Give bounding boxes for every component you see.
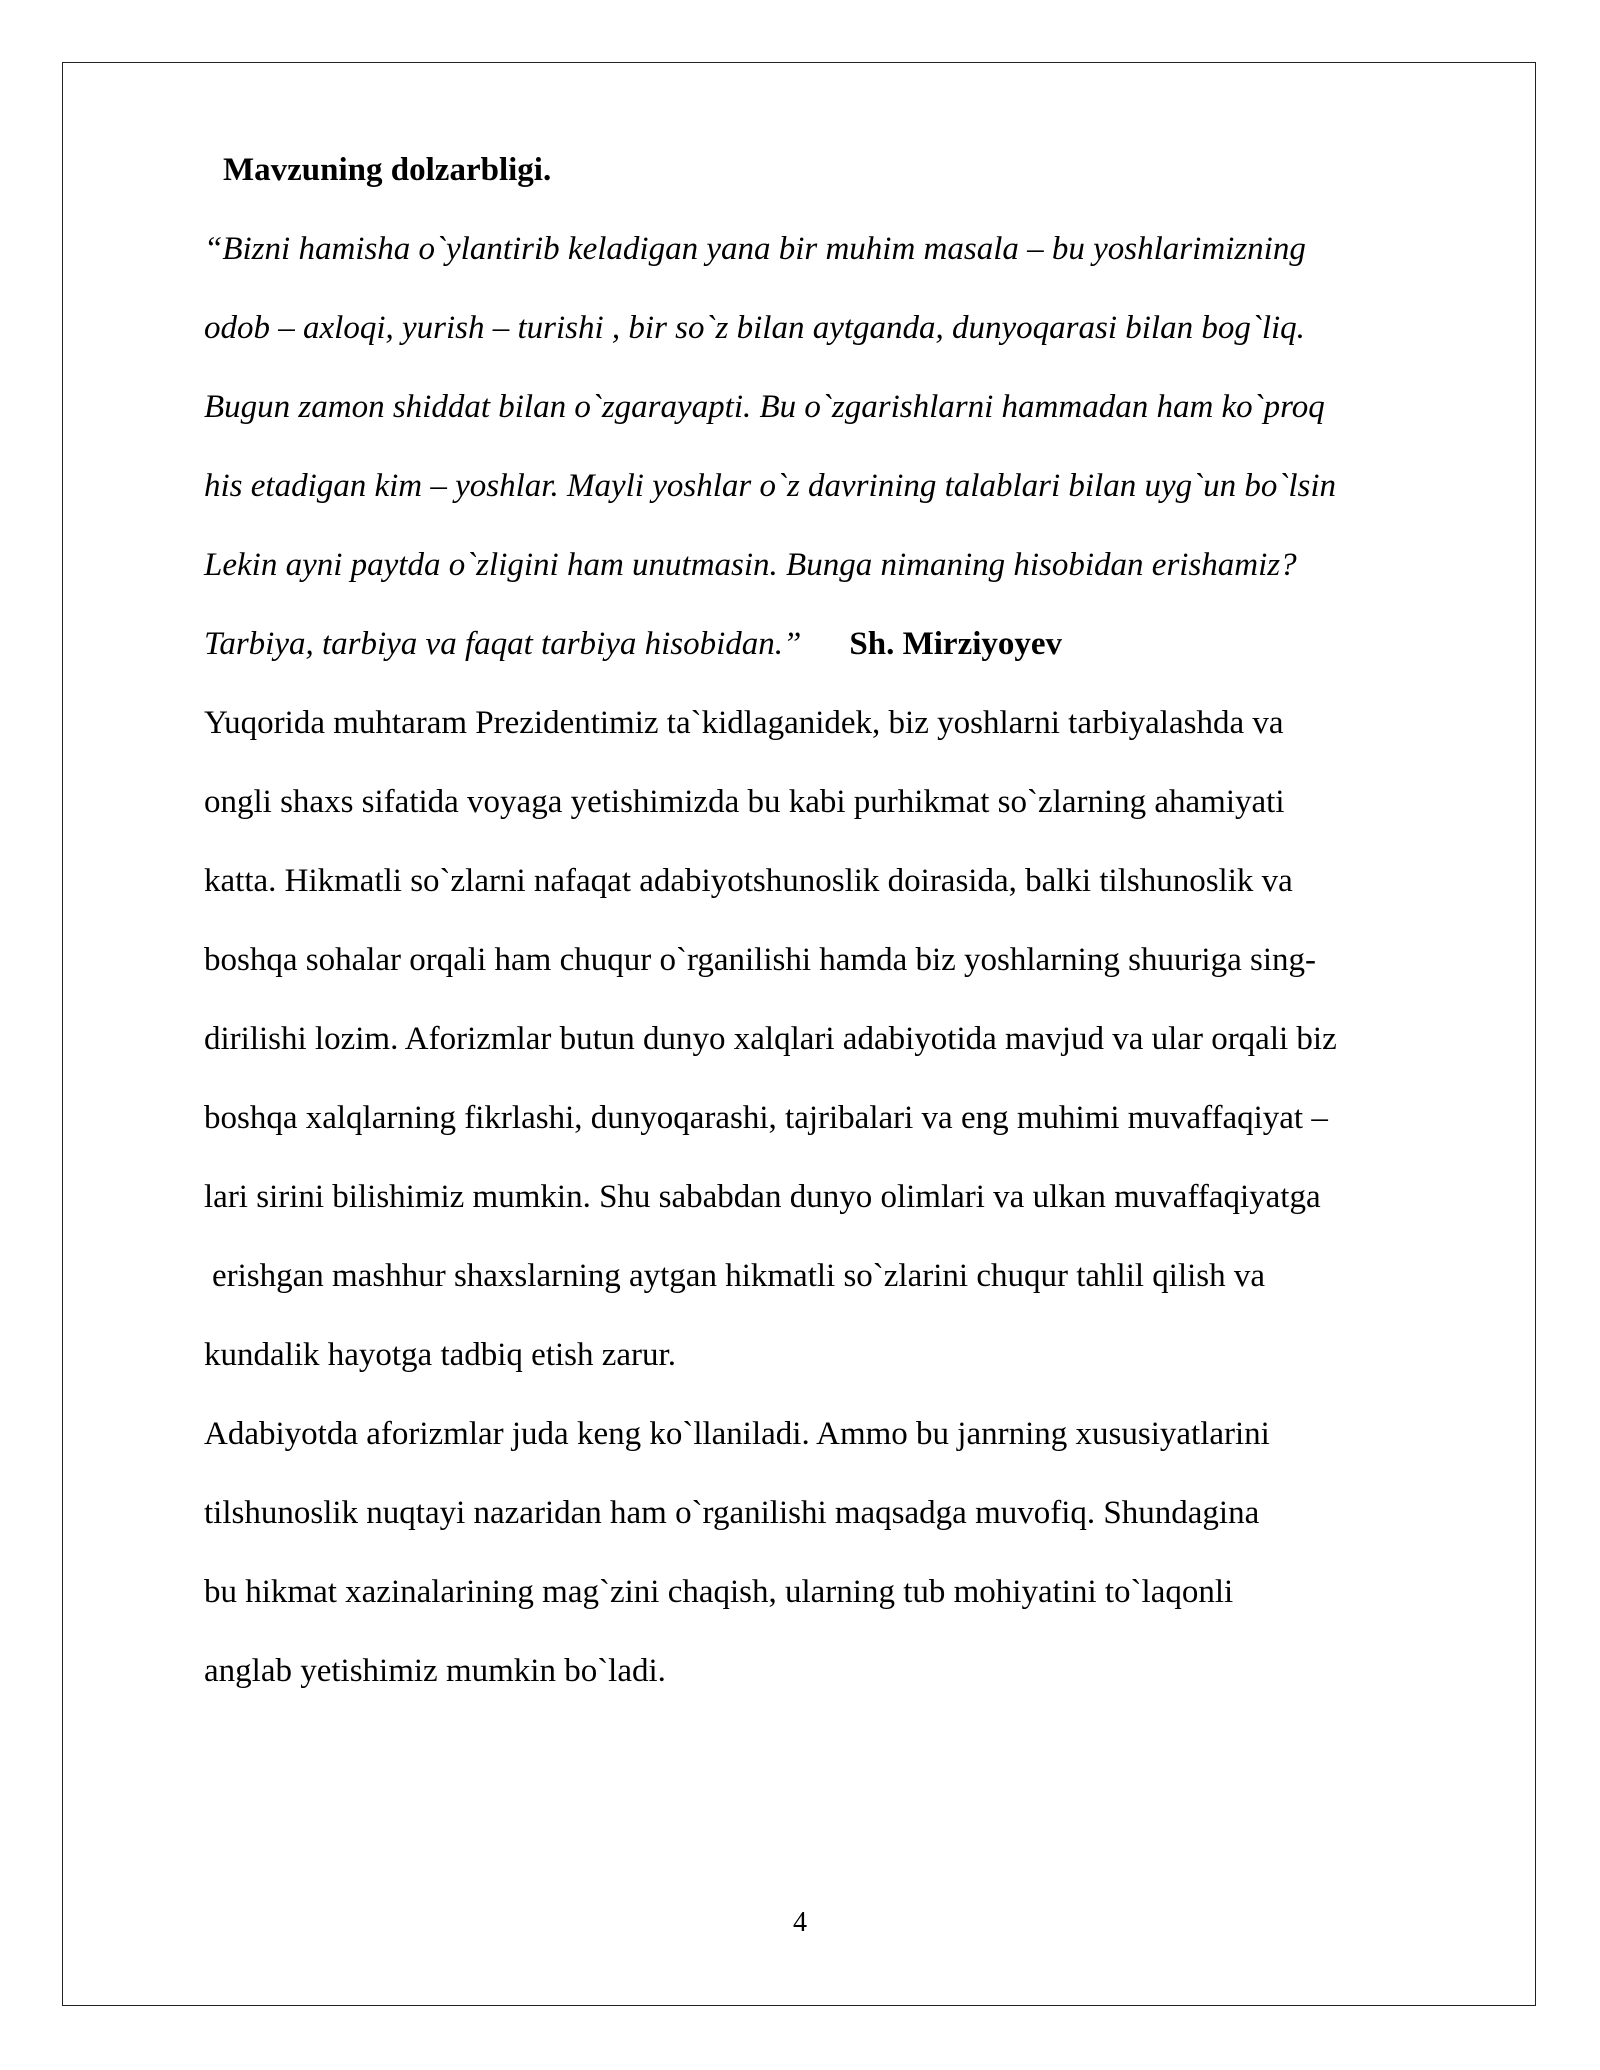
paragraph-line: boshqa sohalar orqali ham chuqur o`rganilishi hamda biz yoshlarning shuuriga sing- xyxy=(204,942,1316,978)
section-heading: Mavzuning dolzarbligi. xyxy=(223,152,552,188)
paragraph-line: katta. Hikmatli so`zlarni nafaqat adabiyotshunoslik doirasida, balki tilshunoslik va xyxy=(204,863,1293,899)
quote-author: Sh. Mirziyoyev xyxy=(849,626,1063,662)
paragraph-line: dirilishi lozim. Aforizmlar butun dunyo xalqlari adabiyotida mavjud va ular orqali biz xyxy=(204,1021,1337,1057)
quote-line: Bugun zamon shiddat bilan o`zgarayapti. Bu o`zgarishlarni hammadan ham ko`proq xyxy=(204,389,1325,425)
paragraph-line: tilshunoslik nuqtayi nazaridan ham o`rganilishi maqsadga muvofiq. Shundagina xyxy=(204,1495,1260,1531)
quote-line: his etadigan kim – yoshlar. Mayli yoshlar o`z davrining talablari bilan uyg`un bo`lsin xyxy=(204,468,1337,504)
paragraph-line: kundalik hayotga tadbiq etish zarur. xyxy=(204,1337,676,1373)
quote-line: “Bizni hamisha o`ylantirib keladigan yana bir muhim masala – bu yoshlarimizning xyxy=(204,231,1306,267)
paragraph-line: Yuqorida muhtaram Prezidentimiz ta`kidlaganidek, biz yoshlarni tarbiyalashda va xyxy=(204,705,1284,741)
quote-line: Lekin ayni paytda o`zligini ham unutmasin. Bunga nimaning hisobidan erishamiz? xyxy=(204,547,1297,583)
page-number: 4 xyxy=(793,1907,807,1938)
paragraph-line: boshqa xalqlarning fikrlashi, dunyoqarashi, tajribalari va eng muhimi muvaffaqiyat – xyxy=(204,1100,1328,1136)
paragraph-line: ongli shaxs sifatida voyaga yetishimizda bu kabi purhikmat so`zlarning ahamiyati xyxy=(204,784,1285,820)
quote-line-last xyxy=(204,624,1062,664)
quote-line: odob – axloqi, yurish – turishi , bir so`z bilan aytganda, dunyoqarasi bilan bog`liq. xyxy=(204,310,1305,346)
paragraph-line: erishgan mashhur shaxslarning aytgan hikmatli so`zlarini chuqur tahlil qilish va xyxy=(212,1258,1266,1294)
quote-text: Tarbiya, tarbiya va faqat tarbiya hisobidan.” xyxy=(204,626,802,662)
paragraph-line: Adabiyotda aforizmlar juda keng ko`llaniladi. Ammo bu janrning xususiyatlarini xyxy=(204,1416,1270,1452)
paragraph-line: bu hikmat xazinalarining mag`zini chaqish, ularning tub mohiyatini to`laqonli xyxy=(204,1574,1234,1610)
paragraph-line: lari sirini bilishimiz mumkin. Shu sababdan dunyo olimlari va ulkan muvaffaqiyatga xyxy=(204,1179,1321,1215)
paragraph-line: anglab yetishimiz mumkin bo`ladi. xyxy=(204,1653,666,1689)
